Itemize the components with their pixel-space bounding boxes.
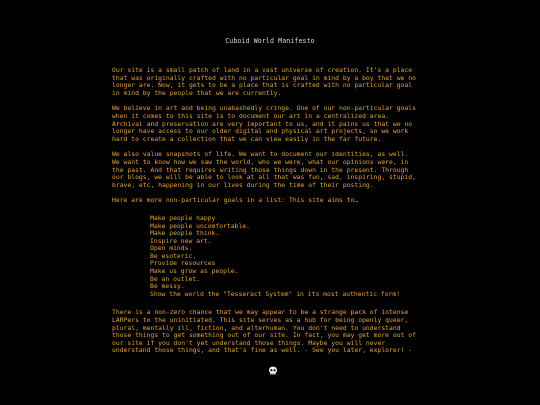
paragraph-goals-intro: Here are more non-particular goals in a list: This site aims to… <box>112 196 359 205</box>
list-item: Be messy. <box>150 282 185 291</box>
list-item: Make us grow as people. <box>150 267 239 276</box>
list-item: Inspire new art. <box>150 236 212 245</box>
list-item: Show the world the "Tesseract System" in its most authentic form! <box>150 289 401 298</box>
list-item: Open minds. <box>150 244 193 253</box>
list-item: Be an outlet. <box>150 274 201 283</box>
paragraph-intro: Our site is a small patch of land in a vast universe of creation. It's a place that was originally crafted with no particular goal in mind by a boy that we no longer are. Now, it gets to be a place that is crafted with no particular goal in mind by the people that we are currently. <box>112 66 416 97</box>
list-item: Provide resources <box>150 259 216 268</box>
skull-icon[interactable] <box>268 366 278 376</box>
manifesto-body <box>112 67 430 363</box>
list-item: Make people think. <box>150 229 220 238</box>
goals-list <box>150 215 430 299</box>
page-title: Cuboid World Manifesto <box>225 37 315 45</box>
paragraph-snapshots: We also value snapshots of life. We want to document our identities, as well. We want to know how we saw the world, who we were, what our opinions were, in the past. And that requires writing those things down in the present. Through our blogs, we will be able to look at all that was fun, sad, inspiring, stupid, brave, etc, happening in our lives during the time of their posting. <box>112 150 416 189</box>
list-item: Make people happy <box>150 213 216 222</box>
list-item: Be esoteric. <box>150 251 197 260</box>
paragraph-art: We believe in art and being unabashedly cringe. One of our non-particular goals when it comes to this site is to document our art in a centralized area. Archival and preservation are very important to us, and it pains us that we no longer have access to our older digital and physical art projects, so we work hard to create a collection that we can view easily in the far future. <box>112 104 416 143</box>
list-item: Make people uncomfortable. <box>150 221 251 230</box>
paragraph-closing: There is a non-zero chance that we may appear to be a strange pack of intense LARPers to the uninitiated. This site serves as a hub for being openly queer, plural, mentally ill, fiction, and alterhuman. You don't need to understand those things to get something out of our site. In fact, you may get more out of our site if you don't yet understand those things. Maybe you will never understand those things, and that's fine as well. - See you later, explorer! - <box>112 308 416 355</box>
